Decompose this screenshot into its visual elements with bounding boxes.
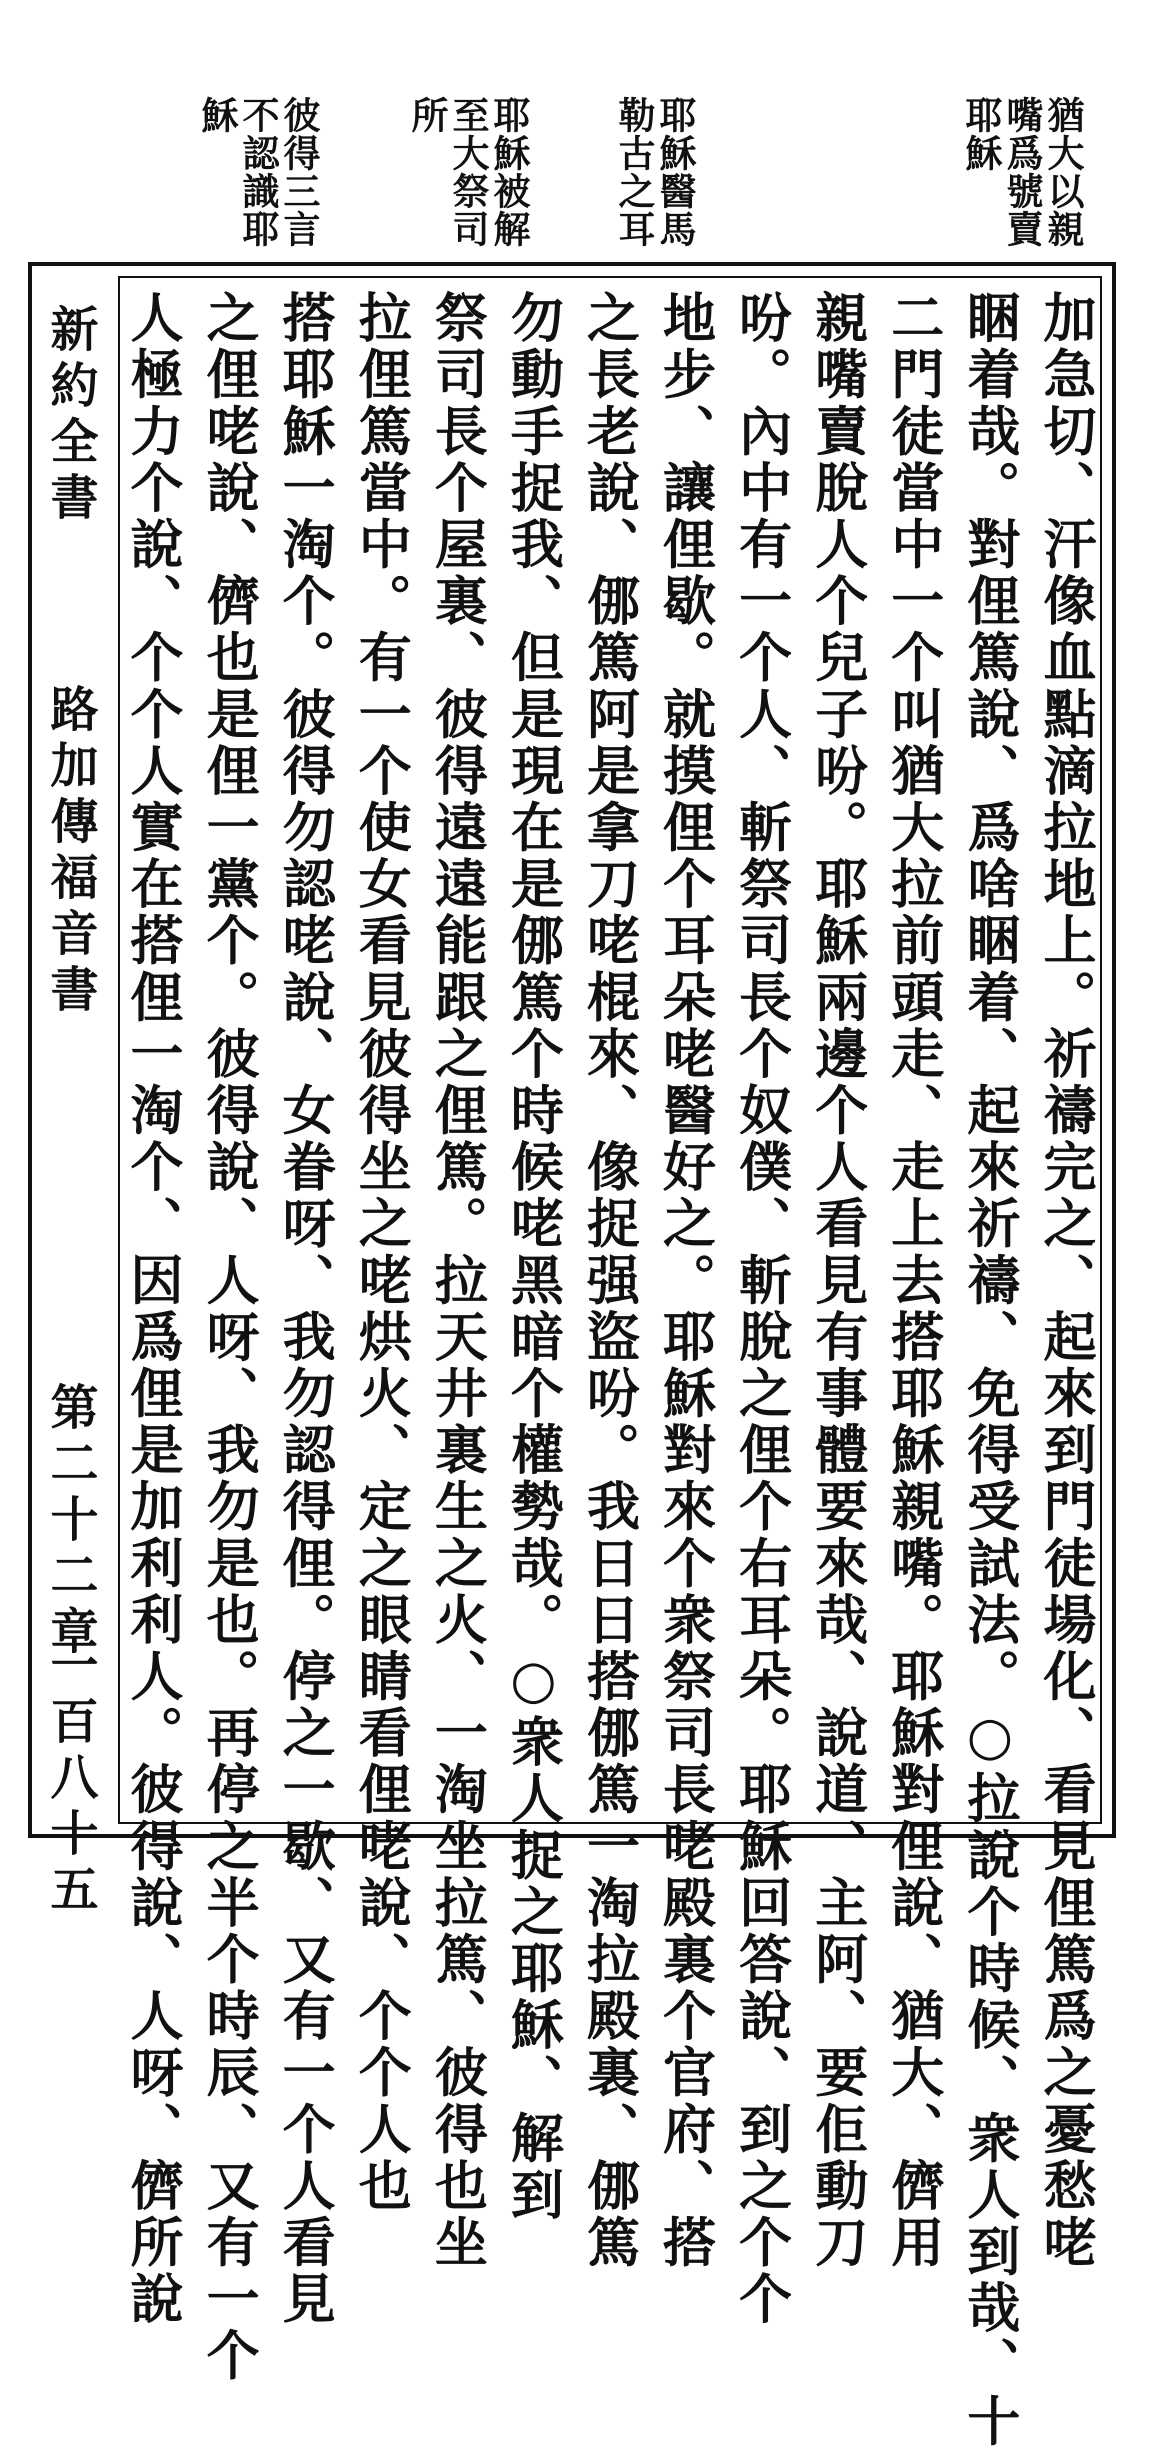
- gospel-title: 路加傳福音書: [42, 684, 98, 1020]
- book-title: 新約全書: [42, 304, 98, 528]
- text-column: 勿動手捉我、但是現在是㑚篤个時候咾黑暗个權勢哉。○衆人捉之耶穌、解到: [502, 290, 565, 2224]
- margin-notes: [180, 96, 1085, 266]
- margin-note-line: 勒古之耳: [612, 96, 656, 248]
- chapter-label: 第二十二章: [42, 1382, 98, 1662]
- text-column: 拉俚篤當中。有一个使女看見彼得坐之咾烘火、定之眼睛看俚咾說、个个人也: [350, 290, 413, 2215]
- text-column: 地步、讓俚歇。就摸俚个耳朵咾醫好之。耶穌對來个衆祭司長咾殿裏个官府、搭: [654, 290, 717, 2271]
- side-title: [38, 292, 112, 1920]
- margin-note-line: 穌: [195, 96, 239, 134]
- margin-note-2: [612, 96, 697, 248]
- text-column: 親嘴賣脫人个兒子吩。耶穌兩邊个人看見有事體要來哉、說道、主阿、要佢動刀: [806, 290, 869, 2271]
- margin-note-line: 不認識耶: [236, 96, 280, 248]
- text-column: 搭耶穌一淘个。彼得勿認咾說、女眷呀、我勿認得俚。停之一歇、又有一个人看見: [274, 290, 337, 2328]
- text-column: 祭司長个屋裏、彼得遠遠能跟之俚篤。拉天井裏生之火、一淘坐拉篤、彼得也坐: [426, 290, 489, 2271]
- page-number: 一百八十五: [42, 1640, 98, 1920]
- text-column: 吩。內中有一个人、斬祭司長个奴僕、斬脫之俚个右耳朵。耶穌回答說、到之个个: [730, 290, 793, 2328]
- margin-note-4: [195, 96, 321, 248]
- margin-note-line: 所: [405, 96, 449, 134]
- text-column: 之長老說、㑚篤阿是拿刀咾棍來、像捉强盜吩。我日日搭㑚篤一淘拉殿裏、㑚篤: [578, 290, 641, 2271]
- margin-note-line: 猶大以親: [1041, 96, 1085, 248]
- text-column: 之俚咾說、儕也是俚一黨个。彼得說、人呀、我勿是也。再停之半个時辰、又有一个: [198, 290, 261, 2385]
- margin-note-line: 耶穌醫馬: [653, 96, 697, 248]
- text-column: 二門徒當中一个叫猶大拉前頭走、走上去搭耶穌親嘴。耶穌對俚說、猶大、儕用: [882, 290, 945, 2271]
- body-text: [122, 290, 1097, 2450]
- margin-note-line: 彼得三言: [277, 96, 321, 248]
- margin-note-line: 嘴爲號賣: [1000, 96, 1044, 248]
- text-column: 人極力个說、个个人實在搭俚一淘个、因爲俚是加利利人。彼得說、人呀、儕所說: [122, 290, 184, 2328]
- margin-note-line: 耶穌: [959, 96, 1003, 172]
- text-column: 加急切、汗像血點滴拉地上。祈禱完之、起來到門徒場化、看見俚篤爲之憂愁咾: [1034, 290, 1097, 2271]
- margin-note-line: 至大祭司: [446, 96, 490, 248]
- margin-note-3: [405, 96, 531, 248]
- margin-note-line: 耶穌被解: [487, 96, 531, 248]
- text-column: 睏着哉。對俚篤說、爲啥睏着、起來祈禱、免得受試法。○拉說个時候、衆人到哉、十: [958, 290, 1021, 2450]
- margin-note-1: [959, 96, 1085, 248]
